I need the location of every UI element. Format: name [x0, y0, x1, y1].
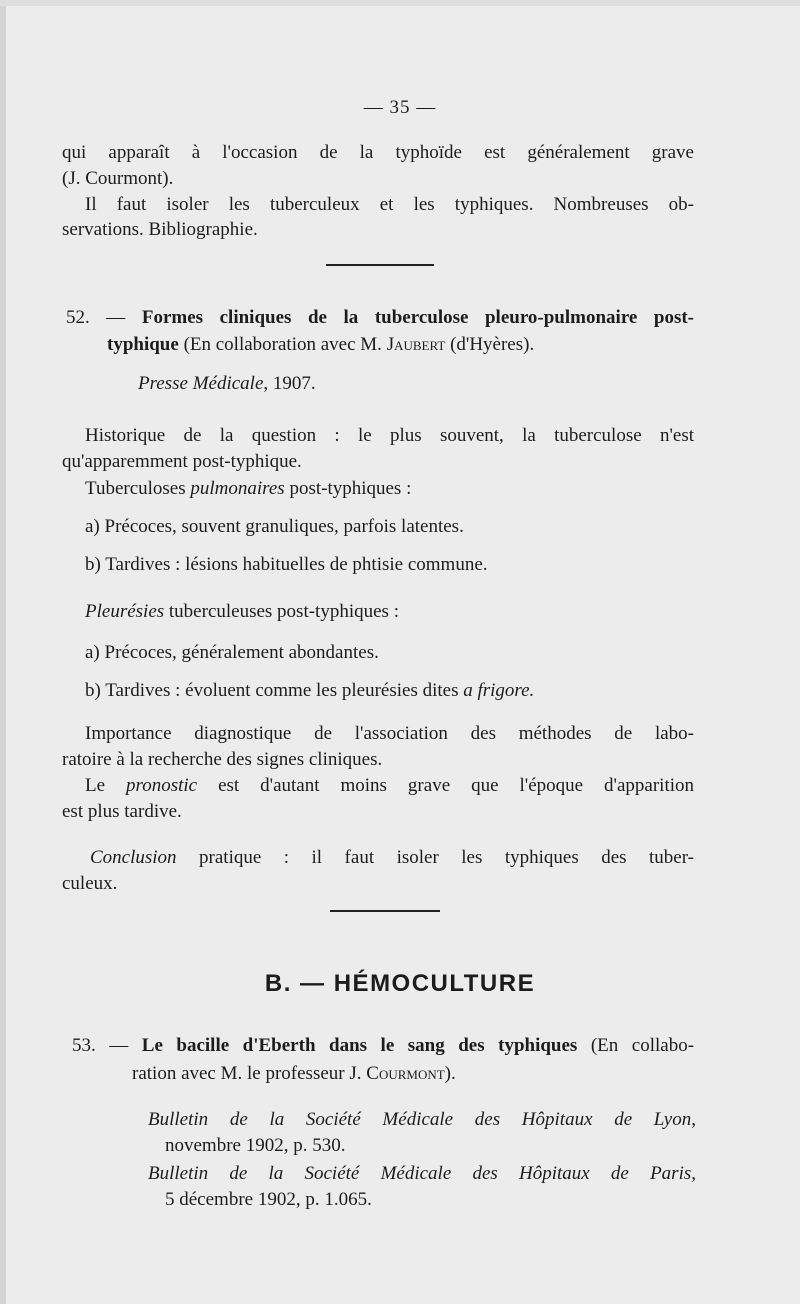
conclusion-italic: Conclusion	[90, 847, 177, 868]
historique-line-1: Historique de la question : le plus souvent, la tuberculose n'est	[85, 425, 694, 446]
list-a-1: a) Précoces, souvent granuliques, parfois latentes.	[85, 516, 464, 537]
list-b-2-pre: b) Tardives : évoluent comme les pleurésies dites	[85, 680, 459, 701]
entry-52-collab-name: Jaubert	[386, 334, 446, 355]
pleuresies-line	[85, 600, 399, 624]
list-a-2: a) Précoces, généralement abondantes.	[85, 642, 379, 663]
entry-52-title-line	[66, 306, 694, 330]
importance-line-1: Importance diagnostique de l'association des méthodes de labo-	[85, 723, 694, 744]
tuberculoses-post: post-typhiques :	[289, 478, 412, 499]
page-edge-shadow	[0, 0, 6, 1304]
pronostic-line-2: est plus tardive.	[62, 801, 182, 822]
entry-52-journal-line	[138, 372, 316, 396]
conclusion-post: pratique : il faut isoler les typhiques des tuber-	[199, 847, 694, 868]
ref-1-line-2: novembre 1902, p. 530.	[165, 1135, 346, 1156]
pronostic-line-1	[85, 774, 694, 798]
entry-53-collab-line	[132, 1062, 456, 1086]
entry-52-collab-post: (d'Hyères).	[450, 334, 535, 355]
pronostic-italic: pronostic	[126, 775, 198, 796]
entry-53-collab-pre: ration avec M. le professeur J.	[132, 1063, 362, 1084]
pleuresies-italic: Pleurésies	[85, 601, 165, 622]
tuberculoses-line	[85, 477, 411, 501]
separator-rule-2	[330, 910, 440, 912]
intro-line-3: Il faut isoler les tuberculeux et les typhiques. Nombreuses ob-	[85, 194, 694, 215]
conclusion-line-1	[90, 846, 694, 870]
ref-2-line-2: 5 décembre 1902, p. 1.065.	[165, 1189, 372, 1210]
list-b-2	[85, 679, 534, 703]
historique-line-2: qu'apparemment post-typhique.	[62, 451, 302, 472]
importance-line-2: ratoire à la recherche des signes cliniques.	[62, 749, 383, 770]
pronostic-pre: Le	[85, 775, 106, 796]
entry-53-title-line	[72, 1034, 694, 1058]
entry-53-collab-name: Courmont	[366, 1063, 445, 1084]
section-heading: B. — HÉMOCULTURE	[264, 970, 536, 997]
entry-52-title: Formes cliniques de la tuberculose pleuro-pulmonaire post-	[141, 307, 695, 328]
entry-53-collab-a: (En collabo-	[590, 1035, 695, 1056]
list-b-2-italic: a frigore.	[463, 680, 535, 701]
conclusion-line-2: culeux.	[62, 873, 118, 894]
tuberculoses-pre: Tuberculoses	[85, 478, 186, 499]
entry-53-collab-post: ).	[444, 1063, 456, 1084]
pleuresies-post: tuberculeuses post-typhiques :	[168, 601, 399, 622]
page-top-shadow	[0, 0, 800, 6]
page-number: — 35 —	[363, 97, 437, 118]
intro-line-4: servations. Bibliographie.	[62, 219, 258, 240]
entry-53-number: 53. —	[72, 1035, 129, 1056]
tuberculoses-italic: pulmonaires	[190, 478, 285, 499]
separator-rule	[326, 264, 434, 266]
entry-52-number: 52. —	[66, 307, 126, 328]
intro-line-1: qui apparaît à l'occasion de la typhoïde est généralement grave	[62, 142, 694, 163]
pronostic-post: est d'autant moins grave que l'époque d'apparition	[218, 775, 695, 796]
entry-52-year: , 1907.	[263, 373, 316, 394]
intro-line-2: (J. Courmont).	[62, 168, 174, 189]
ref-1-line-1: Bulletin de la Société Médicale des Hôpitaux de Lyon,	[148, 1109, 696, 1130]
entry-52-title-end: typhique	[107, 334, 179, 355]
list-b-1: b) Tardives : lésions habituelles de phtisie commune.	[85, 554, 488, 575]
entry-52-collab-line	[107, 333, 534, 357]
entry-52-collab-pre: (En collaboration avec M.	[183, 334, 382, 355]
ref-2-line-1: Bulletin de la Société Médicale des Hôpitaux de Paris,	[148, 1163, 696, 1184]
entry-52-journal: Presse Médicale	[138, 373, 264, 394]
entry-53-title: Le bacille d'Eberth dans le sang des typhiques	[141, 1035, 578, 1056]
